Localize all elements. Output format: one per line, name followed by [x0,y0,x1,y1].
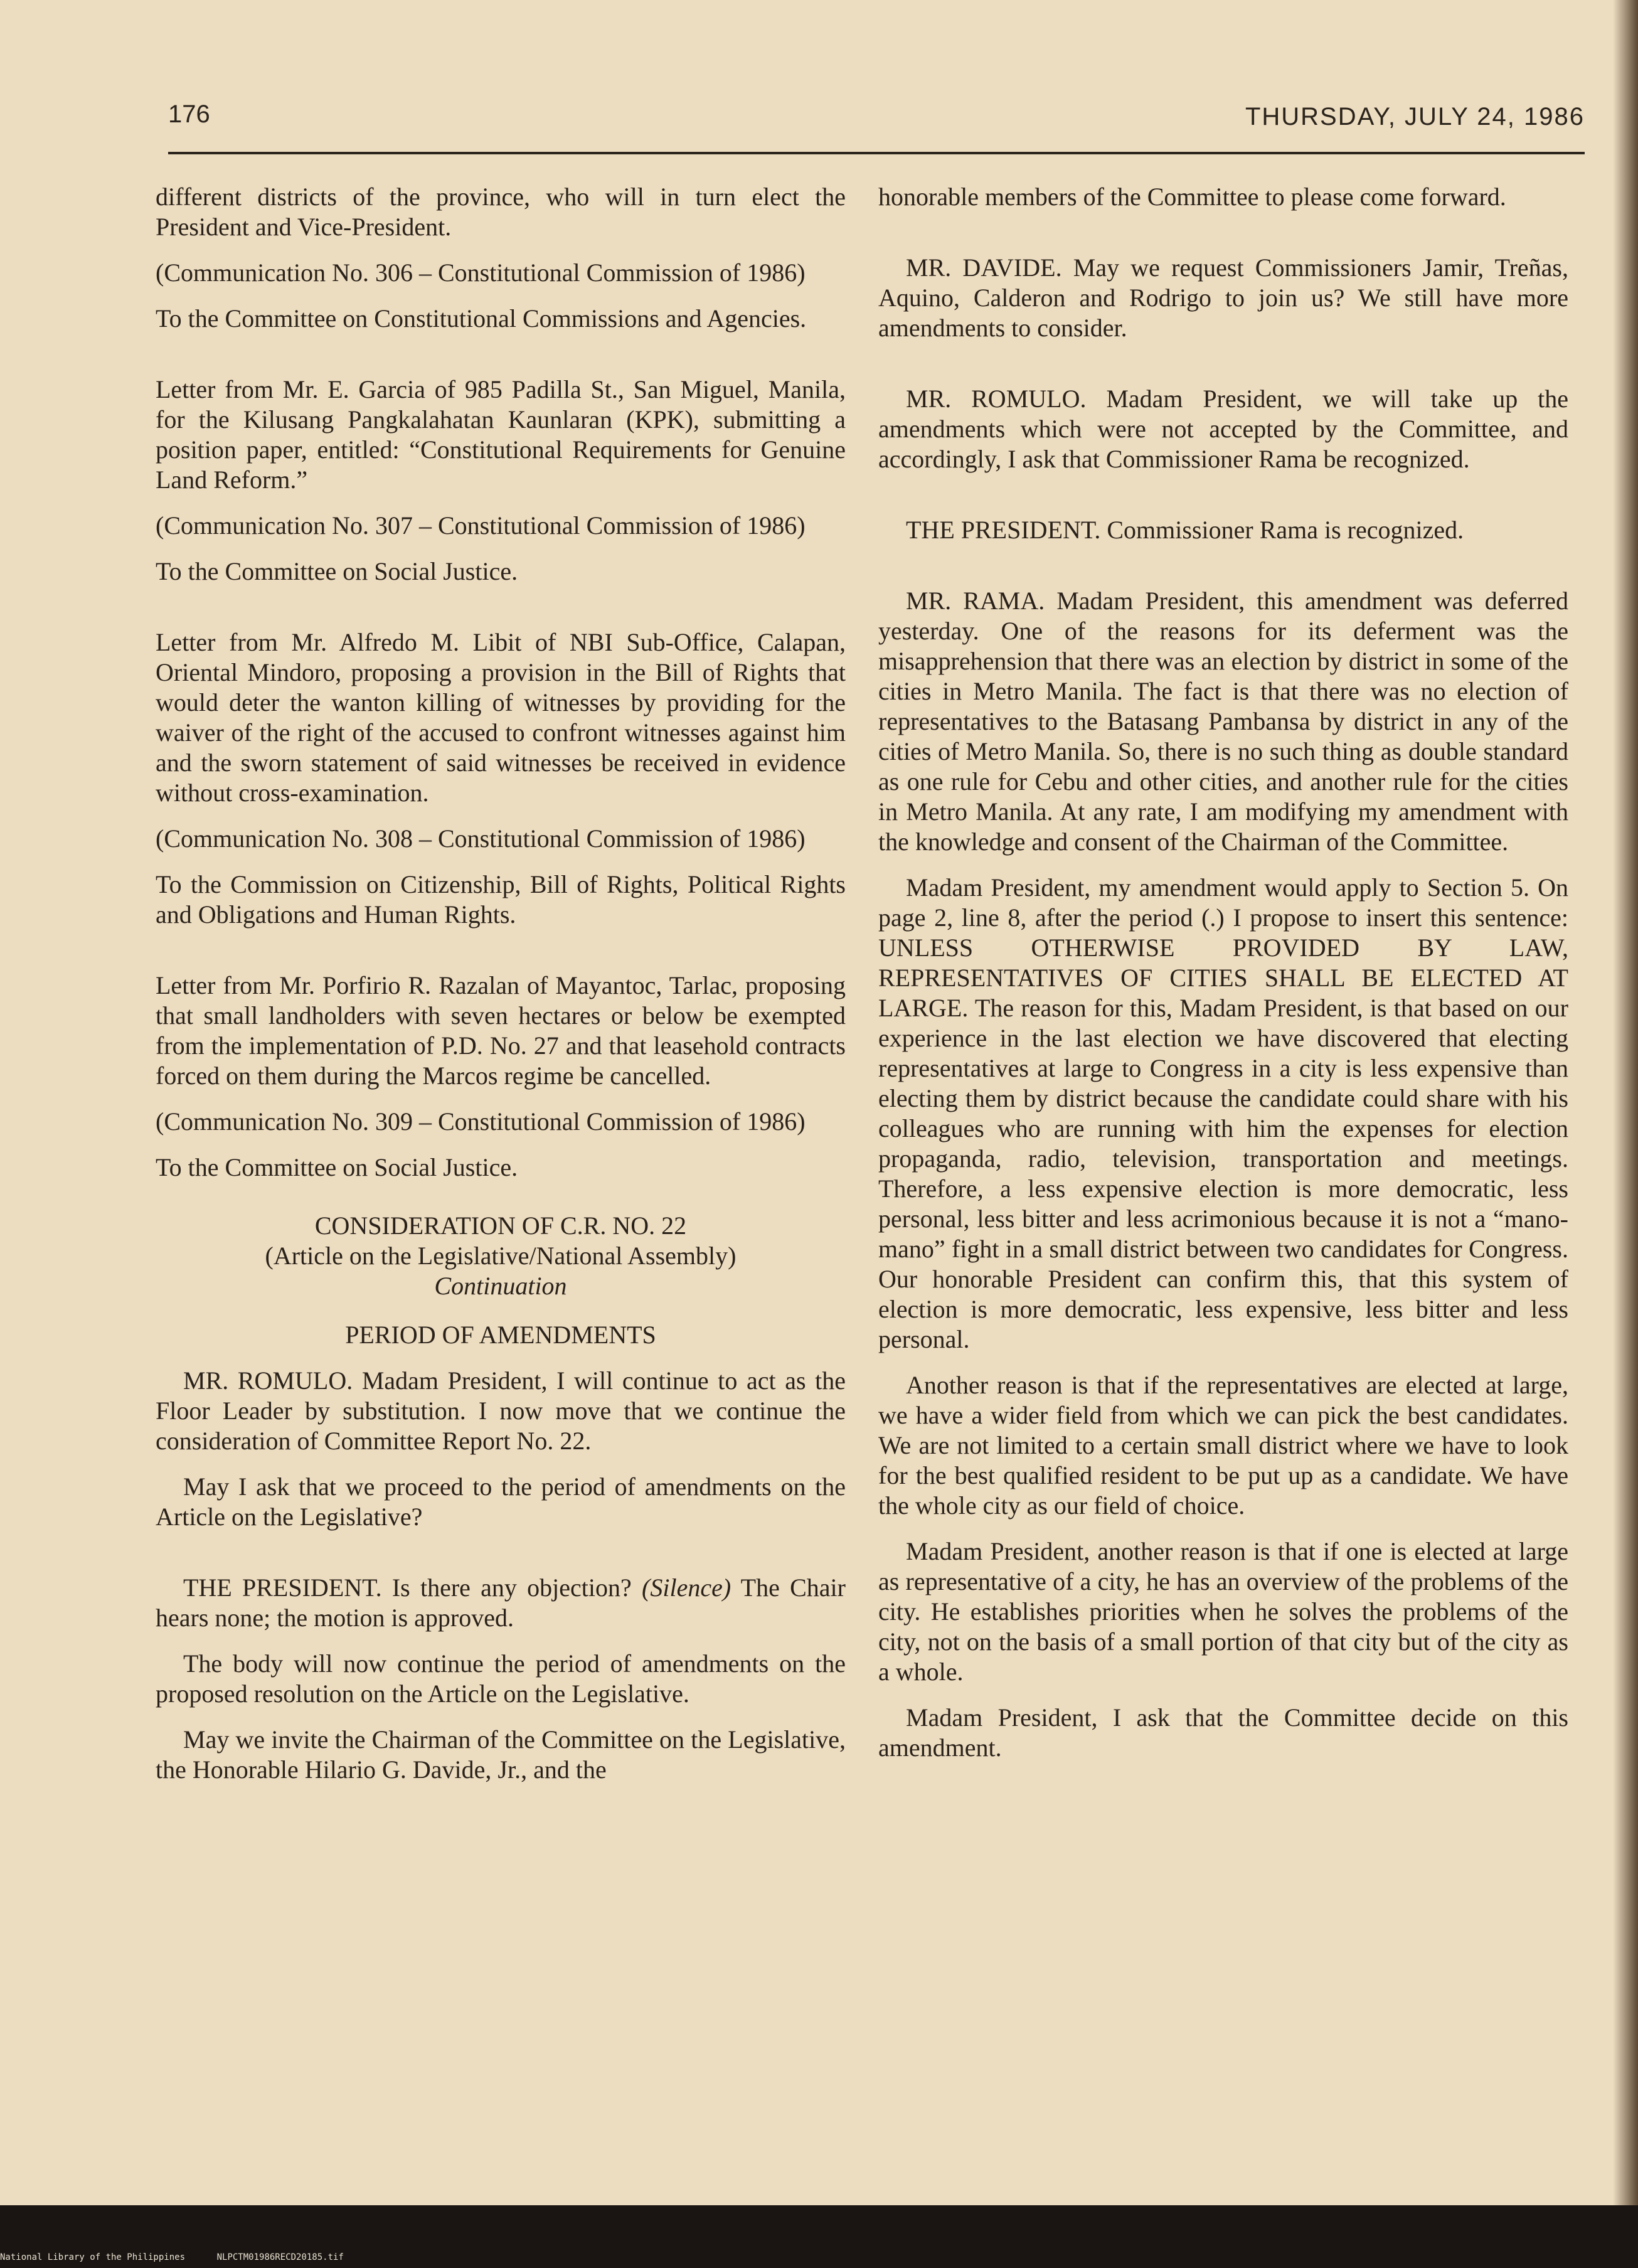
communication-number: (Communication No. 309 – Constitutional Commission of 1986) [156,1107,806,1136]
library-name: National Library of the Philippines [0,2252,186,2262]
silence-note: (Silence) [642,1573,731,1602]
speech-paragraph: May I ask that we proceed to the period of amendments on the Article on the Legislative? [156,1472,846,1531]
speech-paragraph: MR. ROMULO. Madam President, I will continue to act as the Floor Leader by substitution. I now move that we continue the consideration of Committee Report No. 22. [156,1366,846,1455]
speech-paragraph: The body will now continue the period of amendments on the proposed resolution on the Article on the Legislative. [156,1649,846,1708]
speech-paragraph: honorable members of the Committee to please come forward. [878,183,1506,211]
speech-paragraph: MR. RAMA. Madam President, this amendment was deferred yesterday. One of the reasons for its deferment was the misapprehension that there was an election by district in some of the cities in Metro Manila. The fact is that there was no election of representatives to the Batasang Pambansa by district in any of the cities of Metro Manila. So, there is no such thing as double standard as one rule for Cebu and other cities, and another rule for the cities in Metro Manila. At any rate, I am modifying my amendment with the knowledge and consent of the Chairman of the Committee. [878,587,1568,856]
speech-paragraph: Madam President, another reason is that if one is elected at large as representative of a city, he has an overview of the problems of the city. He establishes priorities when he solves the problems of the city, not on the basis of a small portion of that city but of the city as a whole. [878,1537,1568,1686]
speech-text: The Chair hears none; the motion is approved. [156,1573,846,1632]
section-subheading: (Article on the Legislative/National Assembly) [265,1242,737,1270]
letter-paragraph: Letter from Mr. Alfredo M. Libit of NBI Sub-Office, Calapan, Oriental Mindoro, proposing a provision in the Bill of Rights that would deter the wanton killing of witnesses by providing for the waiver of the right of the accused to confront witnesses against him and the sworn statement of said witnesses be received in evidence without cross-examination. [156,628,846,807]
communication-number: (Communication No. 307 – Constitutional Commission of 1986) [156,511,806,540]
scan-footer [0,2252,344,2262]
communication-number: (Communication No. 306 – Constitutional Commission of 1986) [156,258,806,287]
speech-paragraph: Madam President, my amendment would apply to Section 5. On page 2, line 8, after the period (.) I propose to insert this sentence: UNLESS OTHERWISE PROVIDED BY LAW, REPRESENTATIVES OF CITIES SHALL BE ELECTED AT LARGE. The reason for this, Madam President, is that based on our experience in the last election we have discovered that electing representatives at large to Congress in a city is less expensive than electing them by district because the candidate could share with his colleagues who are running with him the expenses for election propaganda, radio, television, transportation and meetings. Therefore, a less expensive election is more democratic, less personal, less bitter and less acrimonious because it is not a “mano-mano” fight in a small district between two candidates for Congress. Our honorable President can confirm this, that this system of election is more democratic, less expensive, less bitter and less personal. [878,873,1568,1353]
referral: To the Committee on Social Justice. [156,1153,518,1181]
letter-paragraph: Letter from Mr. E. Garcia of 985 Padilla St., San Miguel, Manila, for the Kilusang Pangkalahatan Kaunlaran (KPK), submitting a position paper, entitled: “Constitutional Requirements for Genuine Land Reform.” [156,375,846,494]
speech-paragraph: MR. DAVIDE. May we request Commissioners Jamir, Treñas, Aquino, Calderon and Rodrigo to join us? We still have more amendments to consider. [878,253,1568,342]
period-heading: PERIOD OF AMENDMENTS [345,1321,656,1349]
speech-text: THE PRESIDENT. Is there any objection? [183,1573,642,1602]
header-date: THURSDAY, JULY 24, 1986 [1245,103,1585,130]
left-column [156,182,846,1801]
speech-paragraph: Madam President, I ask that the Committee decide on this amendment. [878,1703,1568,1762]
referral: To the Committee on Social Justice. [156,557,518,585]
referral: To the Commission on Citizenship, Bill of Rights, Political Rights and Obligations and Human Rights. [156,870,846,929]
speech-paragraph: MR. ROMULO. Madam President, we will take up the amendments which were not accepted by the Committee, and accordingly, I ask that Commissioner Rama be recognized. [878,385,1568,473]
page-number: 176 [168,100,210,128]
speech-paragraph: Another reason is that if the representatives are elected at large, we have a wider field from which we can pick the best candidates. We are not limited to a certain small district where we have to look for the best qualified resident to be put up as a candidate. We have the whole city as our field of choice. [878,1371,1568,1520]
file-name: NLPCTM01986RECD20185.tif [216,2252,344,2262]
referral: To the Committee on Constitutional Commissions and Agencies. [156,304,807,333]
speech-paragraph: THE PRESIDENT. Commissioner Rama is recognized. [906,516,1464,544]
speech-paragraph [156,1573,846,1633]
page-header [168,94,1585,154]
communication-number: (Communication No. 308 – Constitutional Commission of 1986) [156,824,806,853]
paragraph: different districts of the province, who will in turn elect the President and Vice-President. [156,183,846,241]
speech-paragraph: May we invite the Chairman of the Committee on the Legislative, the Honorable Hilario G. Davide, Jr., and the [156,1725,846,1784]
section-continuation: Continuation [434,1272,567,1300]
letter-paragraph: Letter from Mr. Porfirio R. Razalan of Mayantoc, Tarlac, proposing that small landholders with seven hectares or below be exempted from the implementation of P.D. No. 27 and that leasehold contracts forced on them during the Marcos regime be cancelled. [156,971,846,1090]
section-heading: CONSIDERATION OF C.R. NO. 22 [314,1211,687,1240]
book-spine-shadow [1613,0,1638,2205]
right-column [878,182,1568,1779]
section-heading-block [156,1211,846,1350]
